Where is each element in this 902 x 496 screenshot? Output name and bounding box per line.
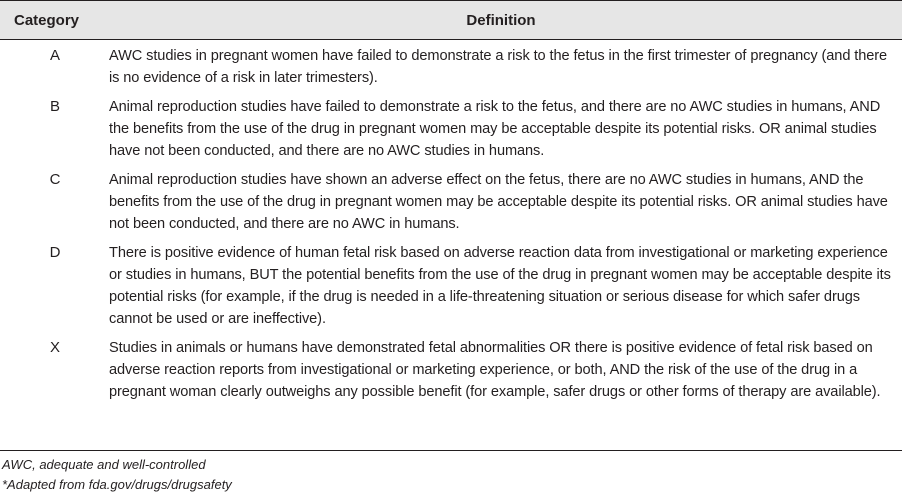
row-category: A bbox=[49, 47, 60, 64]
table-row bbox=[0, 242, 902, 330]
row-category: X bbox=[49, 339, 60, 356]
table-row bbox=[0, 337, 902, 403]
row-category: C bbox=[49, 171, 61, 188]
table-row bbox=[0, 169, 902, 235]
row-definition: Studies in animals or humans have demonstrated fetal abnormalities OR there is positive evidence of fetal risk based on adverse reaction reports from investigational or marketing experience, or both, AND the risk of the use of the drug in a pregnant woman clearly outweighs any possible benefit (for example, safer drugs or other forms of therapy are available). bbox=[109, 340, 881, 400]
table-body bbox=[0, 45, 902, 410]
row-definition: There is positive evidence of human fetal risk based on adverse reaction data from investigational or marketing experience or studies in humans, BUT the potential benefits from the use of the drug in pregnant women may be acceptable despite its potential risks (for example, if the drug is needed in a life-threatening situation or serious disease for which safer drugs cannot be used or are ineffective). bbox=[109, 245, 891, 327]
table-bottom-rule bbox=[0, 450, 902, 451]
row-definition: AWC studies in pregnant women have failed to demonstrate a risk to the fetus in the first trimester of pregnancy (and there is no evidence of a risk in later trimesters). bbox=[109, 48, 888, 86]
row-category: B bbox=[49, 98, 60, 115]
footnote-source: *Adapted from fda.gov/drugs/drugsafety bbox=[2, 477, 232, 492]
table-header-row bbox=[0, 0, 902, 40]
table-row bbox=[0, 45, 902, 89]
row-definition: Animal reproduction studies have failed to demonstrate a risk to the fetus, and there are no AWC studies in humans, AND the benefits from the use of the drug in pregnant women may be acceptable despite its potential risks. OR animal studies have not been conducted, and there are no AWC studies in humans. bbox=[109, 99, 881, 159]
header-definition: Definition bbox=[466, 12, 536, 29]
footnote-abbreviation: AWC, adequate and well-controlled bbox=[2, 457, 206, 472]
table-row bbox=[0, 96, 902, 162]
row-definition: Animal reproduction studies have shown an adverse effect on the fetus, there are no AWC studies in humans, AND the benefits from the use of the drug in pregnant women may be acceptable despite its potential risks. OR animal studies have not been conducted, and there are no AWC in humans. bbox=[109, 172, 888, 232]
header-category: Category bbox=[14, 12, 80, 29]
row-category: D bbox=[49, 244, 61, 261]
